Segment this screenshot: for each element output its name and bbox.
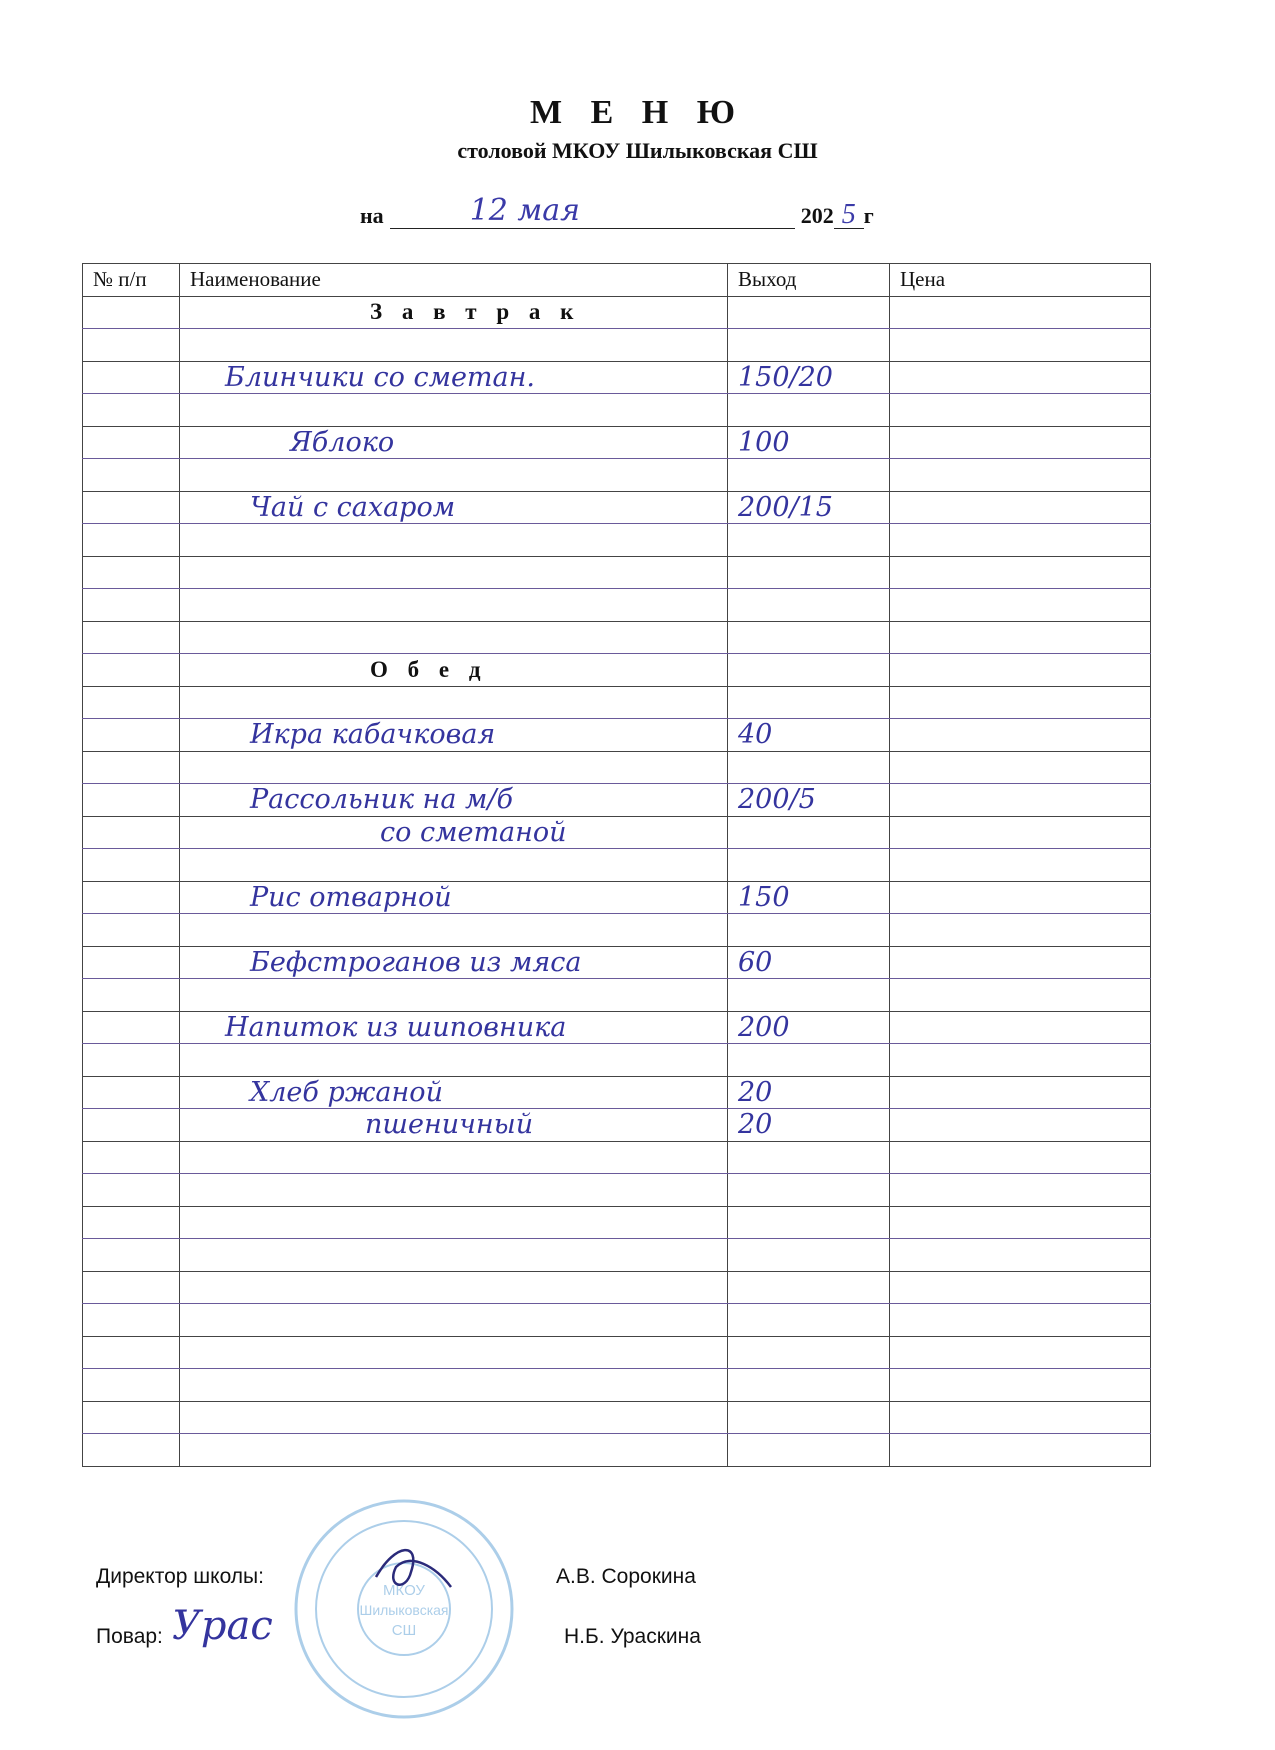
cell-number (83, 621, 180, 654)
cell-price (890, 1401, 1151, 1434)
cell-output (728, 621, 890, 654)
cell-name (180, 1434, 728, 1467)
cell-number (83, 556, 180, 589)
cell-number (83, 394, 180, 427)
stamp-line-2: Шилыковская (359, 1602, 449, 1618)
table-row (83, 686, 1151, 719)
cell-price (890, 459, 1151, 492)
cell-price (890, 394, 1151, 427)
table-row (83, 1434, 1151, 1467)
table-row (83, 979, 1151, 1012)
year-digit: 5 (834, 202, 864, 229)
table-row (83, 1336, 1151, 1369)
cell-output: 200 (728, 1011, 890, 1044)
menu-table (82, 263, 1151, 1467)
date-blank (390, 193, 795, 229)
cell-name: О б е д (180, 654, 728, 687)
cell-output (728, 1206, 890, 1239)
cell-number (83, 524, 180, 557)
cell-name (180, 1141, 728, 1174)
cell-name (180, 751, 728, 784)
cell-price (890, 426, 1151, 459)
cell-output (728, 1401, 890, 1434)
cell-price (890, 1109, 1151, 1142)
page-subtitle: столовой МКОУ Шилыковская СШ (457, 138, 818, 163)
table-row (83, 426, 1151, 459)
cell-output (728, 654, 890, 687)
cell-output (728, 296, 890, 329)
table-row (83, 946, 1151, 979)
cell-number (83, 751, 180, 784)
cell-price (890, 914, 1151, 947)
cell-number (83, 1109, 180, 1142)
cell-output: 200/5 (728, 784, 890, 817)
cell-name (180, 1174, 728, 1207)
cell-output: 20 (728, 1109, 890, 1142)
cell-price (890, 1271, 1151, 1304)
cook-name: Н.Б. Ураскина (564, 1625, 701, 1648)
table-row (83, 621, 1151, 654)
table-row (83, 1239, 1151, 1272)
table-row (83, 1401, 1151, 1434)
cell-name (180, 1401, 728, 1434)
cell-name (180, 1206, 728, 1239)
table-row (83, 1206, 1151, 1239)
table-row (83, 296, 1151, 329)
cell-price (890, 654, 1151, 687)
cell-number (83, 1304, 180, 1337)
table-row (83, 589, 1151, 622)
cell-price (890, 491, 1151, 524)
director-role: Директор школы: (96, 1565, 264, 1588)
cell-name (180, 524, 728, 557)
table-row (83, 1141, 1151, 1174)
cell-number (83, 1336, 180, 1369)
cell-number (83, 459, 180, 492)
cell-number (83, 816, 180, 849)
director-signature-icon (366, 1537, 456, 1607)
cell-output: 20 (728, 1076, 890, 1109)
cell-price (890, 686, 1151, 719)
cell-output: 60 (728, 946, 890, 979)
cell-number (83, 329, 180, 362)
cell-price (890, 816, 1151, 849)
cell-number (83, 784, 180, 817)
cook-role: Повар: (96, 1625, 163, 1648)
cell-name (180, 1271, 728, 1304)
cell-name: З а в т р а к (180, 296, 728, 329)
cell-number (83, 361, 180, 394)
cell-number (83, 1011, 180, 1044)
cell-price (890, 849, 1151, 882)
date-prefix: на (360, 203, 384, 228)
cell-price (890, 361, 1151, 394)
cell-number (83, 979, 180, 1012)
column-header-price: Цена (890, 264, 1151, 297)
table-row (83, 1011, 1151, 1044)
cell-price (890, 296, 1151, 329)
cell-number (83, 1206, 180, 1239)
cell-price (890, 784, 1151, 817)
cell-price (890, 1076, 1151, 1109)
cell-price (890, 1369, 1151, 1402)
cell-output (728, 816, 890, 849)
cell-price (890, 621, 1151, 654)
table-row (83, 556, 1151, 589)
cell-number (83, 686, 180, 719)
cell-number (83, 849, 180, 882)
cell-name (180, 329, 728, 362)
table-row (83, 654, 1151, 687)
signatures-block (96, 1565, 1196, 1685)
cell-name: Икра кабачковая (180, 719, 728, 752)
cell-price (890, 881, 1151, 914)
cell-output (728, 1336, 890, 1369)
cell-output (728, 556, 890, 589)
cell-output: 200/15 (728, 491, 890, 524)
cell-number (83, 296, 180, 329)
cell-number (83, 1239, 180, 1272)
cell-name (180, 394, 728, 427)
cell-price (890, 1044, 1151, 1077)
table-row (83, 459, 1151, 492)
cell-output (728, 589, 890, 622)
director-name: А.В. Сорокина (556, 1565, 696, 1588)
table-row (83, 849, 1151, 882)
cell-name: со сметаной (180, 816, 728, 849)
cell-name (180, 914, 728, 947)
table-row (83, 329, 1151, 362)
column-header-name: Наименование (180, 264, 728, 297)
cell-price (890, 589, 1151, 622)
cell-output (728, 1174, 890, 1207)
cell-number (83, 881, 180, 914)
table-row (83, 1174, 1151, 1207)
cell-number (83, 1401, 180, 1434)
cell-output: 40 (728, 719, 890, 752)
cell-number (83, 491, 180, 524)
date-line (360, 193, 874, 230)
table-row (83, 491, 1151, 524)
cell-output (728, 459, 890, 492)
cell-name (180, 979, 728, 1012)
stamp-line-1: МКОУ (383, 1582, 425, 1599)
cell-name (180, 1336, 728, 1369)
cell-output (728, 1434, 890, 1467)
cell-number (83, 1369, 180, 1402)
cell-price (890, 1336, 1151, 1369)
cell-output (728, 1369, 890, 1402)
cell-output (728, 1044, 890, 1077)
cell-price (890, 1304, 1151, 1337)
cell-output: 100 (728, 426, 890, 459)
column-header-output: Выход (728, 264, 890, 297)
cell-output (728, 1141, 890, 1174)
cell-price (890, 979, 1151, 1012)
cell-price (890, 556, 1151, 589)
cell-name (180, 686, 728, 719)
cell-price (890, 1239, 1151, 1272)
date-handwritten: 12 мая (469, 193, 581, 228)
table-row (83, 1304, 1151, 1337)
cell-output (728, 686, 890, 719)
table-row (83, 1044, 1151, 1077)
cell-name: пшеничный (180, 1109, 728, 1142)
cell-price (890, 1141, 1151, 1174)
cell-name (180, 849, 728, 882)
table-row (83, 881, 1151, 914)
cell-number (83, 946, 180, 979)
cell-price (890, 1206, 1151, 1239)
cell-price (890, 524, 1151, 557)
cell-name (180, 621, 728, 654)
cell-name: Блинчики со сметан. (180, 361, 728, 394)
cell-name: Рис отварной (180, 881, 728, 914)
cell-name (180, 1239, 728, 1272)
cell-price (890, 1011, 1151, 1044)
cell-name: Чай с сахаром (180, 491, 728, 524)
table-header-row (83, 264, 1151, 297)
table-row (83, 1109, 1151, 1142)
cell-name: Напиток из шиповника (180, 1011, 728, 1044)
table-row (83, 719, 1151, 752)
cell-output (728, 524, 890, 557)
cell-number (83, 654, 180, 687)
cell-number (83, 1044, 180, 1077)
cell-price (890, 719, 1151, 752)
cell-number (83, 1174, 180, 1207)
stamp-line-3: СШ (391, 1622, 417, 1639)
cell-number (83, 1141, 180, 1174)
cell-name (180, 1369, 728, 1402)
table-row (83, 914, 1151, 947)
table-body (83, 296, 1151, 1466)
cell-name: Яблоко (180, 426, 728, 459)
cell-number (83, 1271, 180, 1304)
cell-output (728, 394, 890, 427)
cell-output (728, 329, 890, 362)
cell-output (728, 1304, 890, 1337)
cell-number (83, 589, 180, 622)
cell-name: Рассольник на м/б (180, 784, 728, 817)
page-title: М Е Н Ю (530, 94, 745, 131)
cell-name (180, 556, 728, 589)
column-header-number: № п/п (83, 264, 180, 297)
cell-name (180, 1044, 728, 1077)
cell-output (728, 849, 890, 882)
table-row (83, 524, 1151, 557)
table-row (83, 816, 1151, 849)
table-row (83, 361, 1151, 394)
year-suffix: г (863, 203, 874, 228)
year-prefix: 202 (800, 203, 834, 228)
table-row (83, 1369, 1151, 1402)
cell-output: 150/20 (728, 361, 890, 394)
table-row (83, 784, 1151, 817)
cell-price (890, 751, 1151, 784)
cell-number (83, 1076, 180, 1109)
cell-output (728, 914, 890, 947)
cell-number (83, 426, 180, 459)
cell-output (728, 1271, 890, 1304)
table-row (83, 751, 1151, 784)
cell-output: 150 (728, 881, 890, 914)
cell-name (180, 459, 728, 492)
cell-price (890, 329, 1151, 362)
cell-output (728, 751, 890, 784)
cell-price (890, 1174, 1151, 1207)
table-row (83, 394, 1151, 427)
cell-number (83, 719, 180, 752)
cell-name: Бефстроганов из мяса (180, 946, 728, 979)
cell-price (890, 1434, 1151, 1467)
table-row (83, 1076, 1151, 1109)
cell-number (83, 1434, 180, 1467)
cell-price (890, 946, 1151, 979)
cell-name (180, 589, 728, 622)
cell-name (180, 1304, 728, 1337)
cell-output (728, 979, 890, 1012)
cell-output (728, 1239, 890, 1272)
table-row (83, 1271, 1151, 1304)
cell-number (83, 914, 180, 947)
cell-name: Хлеб ржаной (180, 1076, 728, 1109)
cook-signature: Урас (172, 1603, 273, 1649)
